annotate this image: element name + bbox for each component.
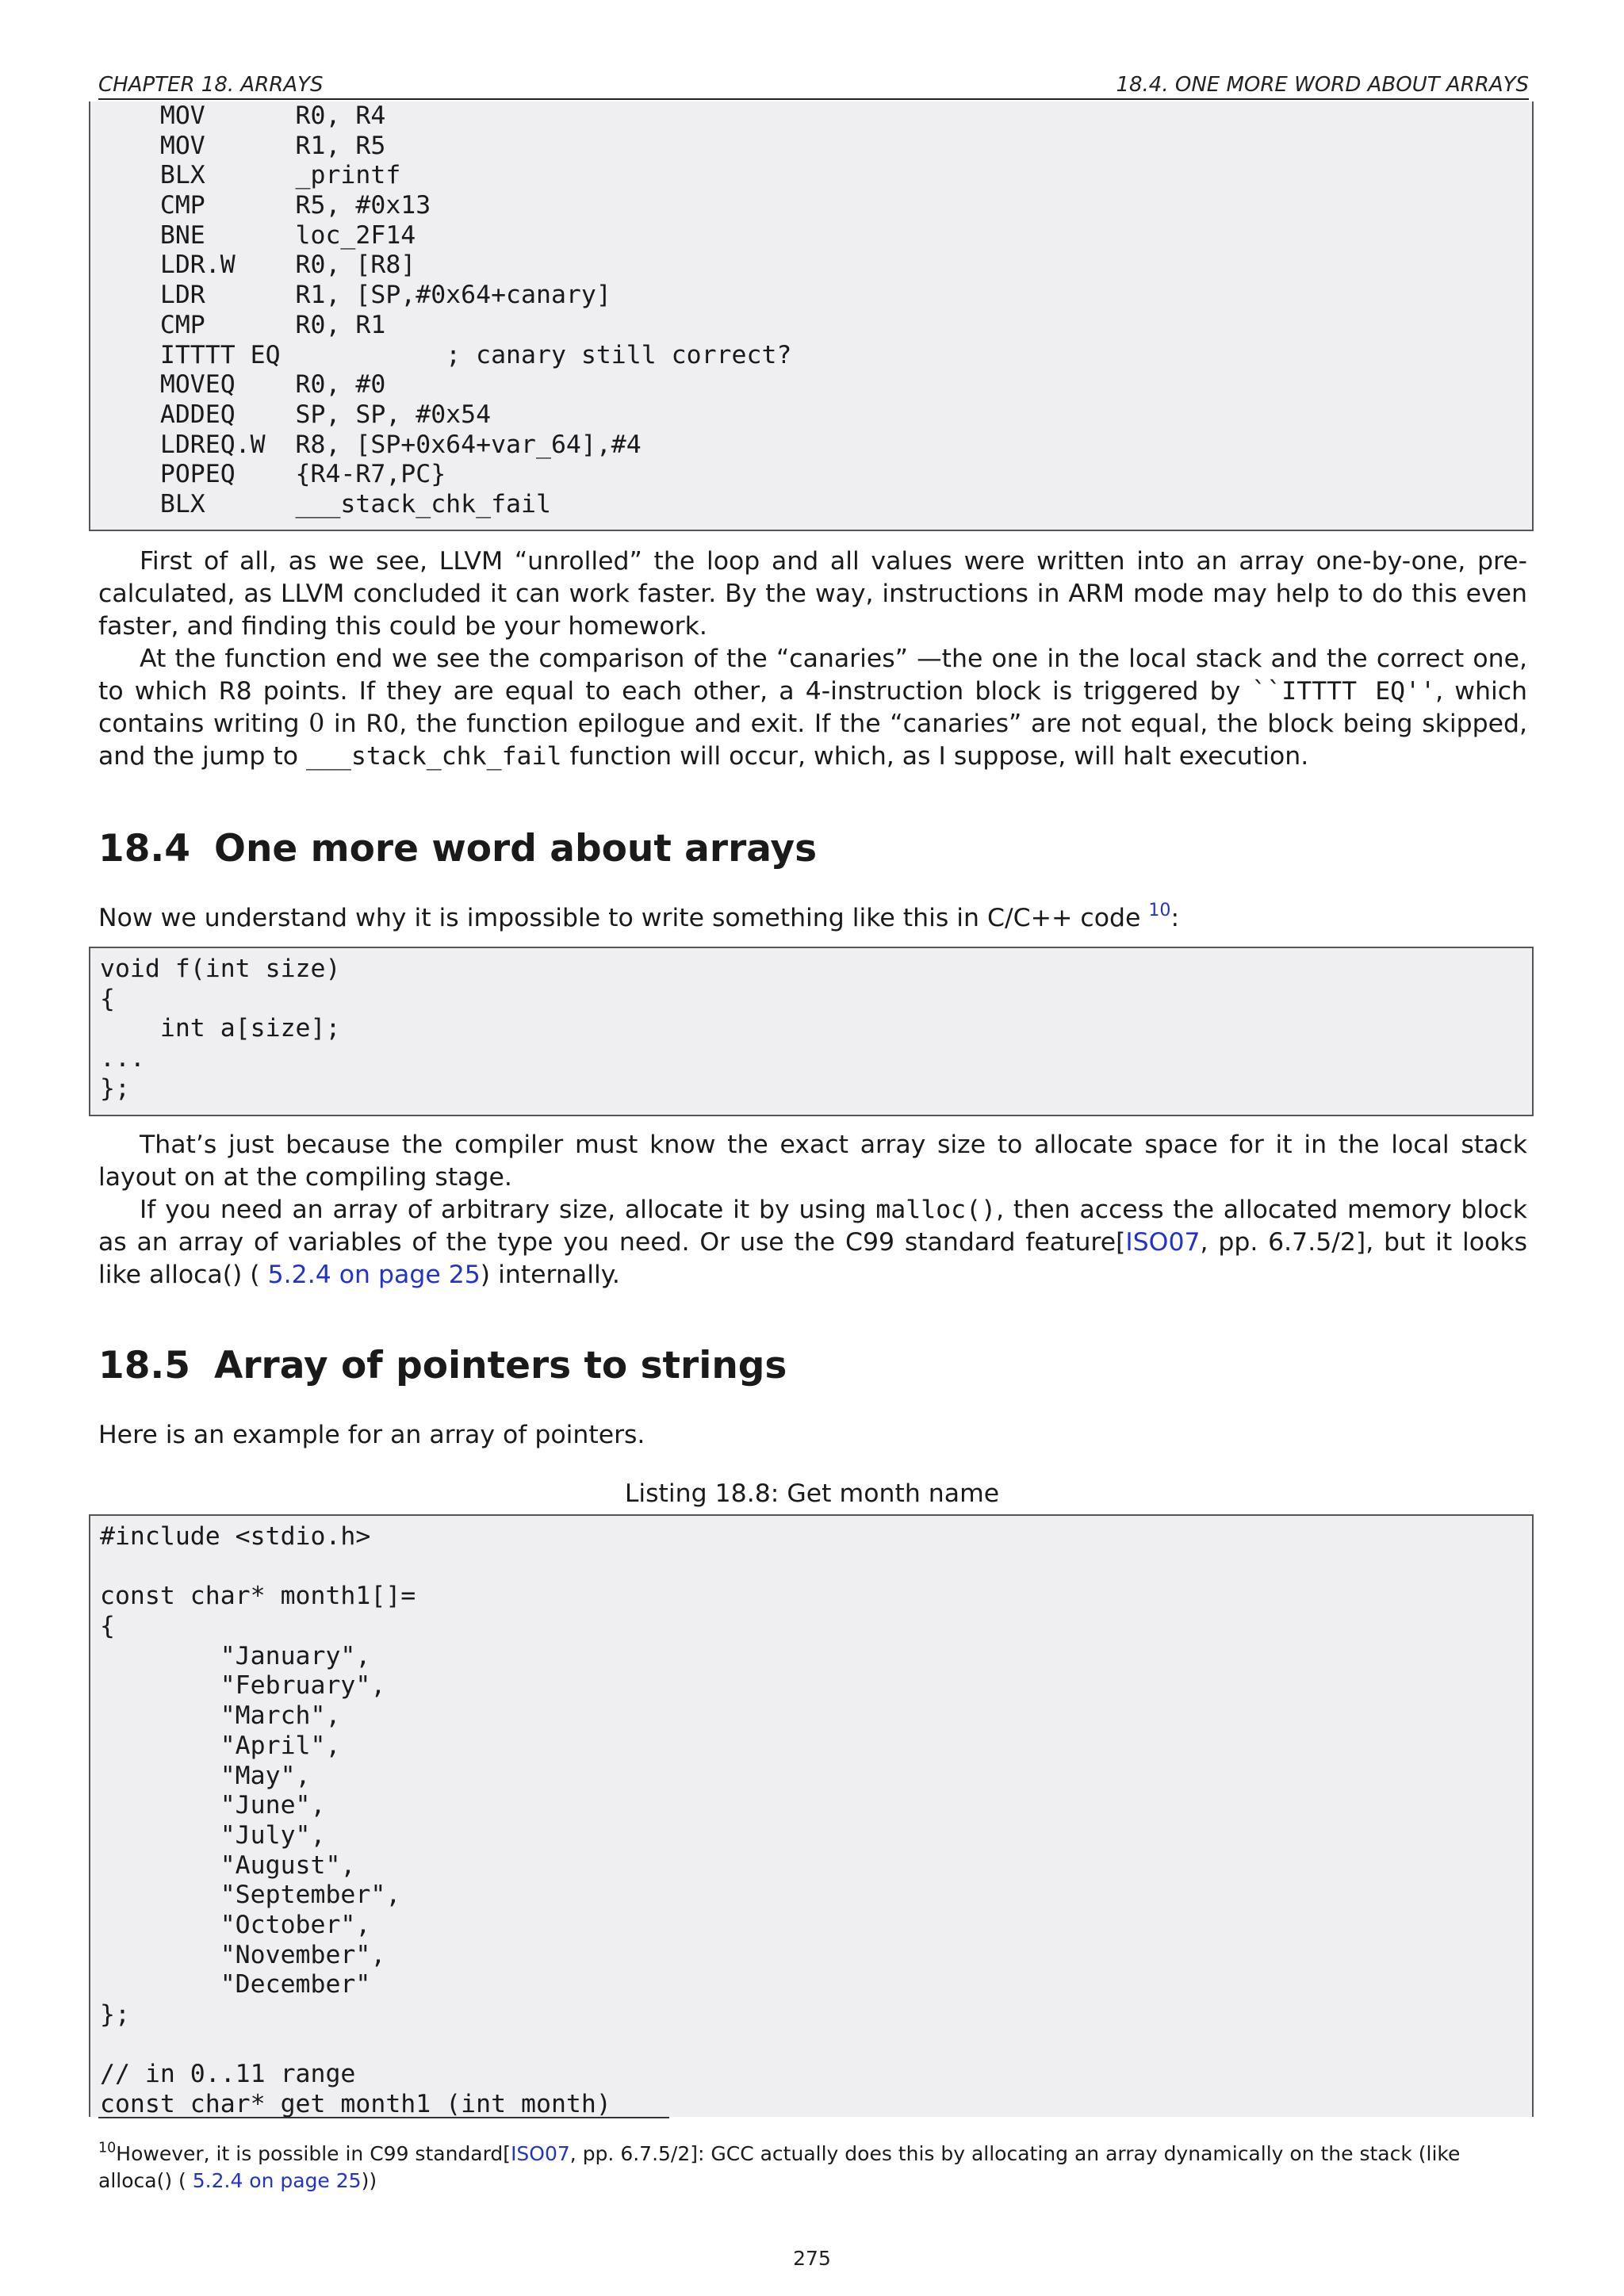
code-listing-month (89, 1514, 1534, 2117)
code-line: CMP R0, R1 (100, 310, 386, 339)
inline-code-malloc: malloc() (875, 1196, 997, 1224)
code-line: BLX _printf (100, 161, 401, 190)
code-line: "August", (100, 1850, 356, 1880)
section-heading-18-4: 18.4 One more word about arrays (98, 827, 818, 871)
paragraph-example-pointers: Here is an example for an array of pointers. (98, 1421, 645, 1449)
code-line: const char* get_month1 (int month) (100, 2090, 611, 2119)
code-line: "May", (100, 1761, 311, 1790)
code-line: "September", (100, 1881, 401, 1910)
cross-ref-link[interactable]: 5.2.4 on page 25 (192, 2169, 362, 2192)
code-line: ADDEQ SP, SP, #0x54 (100, 400, 492, 429)
code-line: POPEQ {R4-R7,PC} (100, 460, 446, 489)
code-line: ... (100, 1044, 145, 1073)
paragraph-malloc: If you need an array of arbitrary size, allocate it by using malloc(), then access the allocated memory block as an array of variables of the type you need. Or use the C99 standard feature[ISO07, pp. 6.7.5/2], but it looks like alloca() ( 5.2.4 on page 25) internally. (98, 1196, 1527, 1289)
code-line: "February", (100, 1671, 386, 1701)
code-line (100, 2030, 1532, 2061)
code-line: BNE loc_2F14 (100, 220, 416, 250)
paragraph-compiler-must-know: That’s just because the compiler must know the exact array size to allocate space for it in the local stack layout on at the compiling stage. (98, 1131, 1527, 1192)
code-line: { (100, 1612, 115, 1641)
code-line: "July", (100, 1820, 326, 1850)
code-line: "June", (100, 1791, 326, 1820)
footnote-rule (98, 2117, 669, 2118)
paragraph-impossible: Now we understand why it is impossible to write something like this in C/C++ code $^{10}$: (98, 900, 1180, 932)
code-line: "October", (100, 1910, 371, 1939)
code-line: "November", (100, 1940, 386, 1969)
code-line: ITTTT EQ ; canary still correct? (100, 340, 792, 369)
code-line: int a[size]; (100, 1014, 341, 1043)
code-line: "April", (100, 1731, 341, 1760)
footnote-ref-10[interactable]: 10 (1148, 900, 1171, 920)
listing-caption: Listing 18.8: Get month name (624, 1479, 1000, 1508)
citation-link-iso07[interactable]: ISO07 (1125, 1228, 1201, 1257)
page-number: 275 (793, 2247, 831, 2270)
code-line: BLX ___stack_chk_fail (100, 489, 551, 519)
cross-ref-link[interactable]: 5.2.4 on page 25 (267, 1261, 481, 1289)
code-line: "December" (100, 1970, 371, 1999)
code-line: LDR.W R0, [R8] (100, 251, 416, 280)
code-line (100, 1552, 1532, 1582)
footnote-10: $^{10}$However, it is possible in C99 standard[ISO07, pp. 6.7.5/2]: GCC actually does this by allocating an array dynamically on the stack (like alloca() ( 5.2.4 on page 25)) (98, 2140, 1461, 2192)
code-line: }; (100, 2000, 130, 2029)
code-line: // in 0..11 range (100, 2060, 356, 2089)
code-line: "January", (100, 1641, 371, 1670)
citation-link-iso07[interactable]: ISO07 (511, 2142, 570, 2165)
code-line: #include <stdio.h> (100, 1522, 371, 1551)
code-line: MOVEQ R0, #0 (100, 370, 386, 400)
paragraph-llvm-unrolled: First of all, as we see, LLVM “unrolled” the loop and all values were written into an array one-by-one, pre-calculated, as LLVM concluded it can work faster. By the way, instructions in ARM mode may help to do this even faster, and finding this could be your homework. (98, 547, 1527, 641)
code-line: MOV R0, R4 (100, 101, 386, 130)
code-line: const char* month1[]= (100, 1582, 416, 1611)
code-line: MOV R1, R5 (100, 131, 386, 160)
running-header (98, 68, 1529, 100)
chapter-title: CHAPTER 18. ARRAYS (98, 73, 324, 97)
section-heading-18-5: 18.5 Array of pointers to strings (98, 1344, 787, 1387)
inline-code-itttt: ``ITTTT EQ'' (1251, 677, 1436, 706)
code-listing-vla (89, 947, 1534, 1116)
code-listing-arm (89, 101, 1534, 531)
code-line: CMP R5, #0x13 (100, 191, 431, 220)
paragraph-canaries: At the function end we see the comparison of the “canaries” —the one in the local stack and the correct one, to which R8 points. If they are equal to each other, a 4-instruction block is triggered by ``ITTTT EQ'', which contains writing 0 in R0, the function epilogue and exit. If the “canaries” are not equal, the block being skipped, and the jump to ___stack_chk_fail function will occur, which, as I suppose, will halt execution. (98, 645, 1528, 771)
code-line: "March", (100, 1701, 341, 1731)
code-line: }; (100, 1073, 130, 1103)
code-line: void f(int size) (100, 955, 341, 983)
section-title: 18.4. ONE MORE WORD ABOUT ARRAYS (1116, 73, 1529, 97)
inline-code-stack-chk-fail: ___stack_chk_fail (306, 742, 562, 771)
code-line: { (100, 984, 115, 1013)
code-line: LDREQ.W R8, [SP+0x64+var_64],#4 (100, 430, 642, 459)
code-line: LDR R1, [SP,#0x64+canary] (100, 281, 611, 310)
